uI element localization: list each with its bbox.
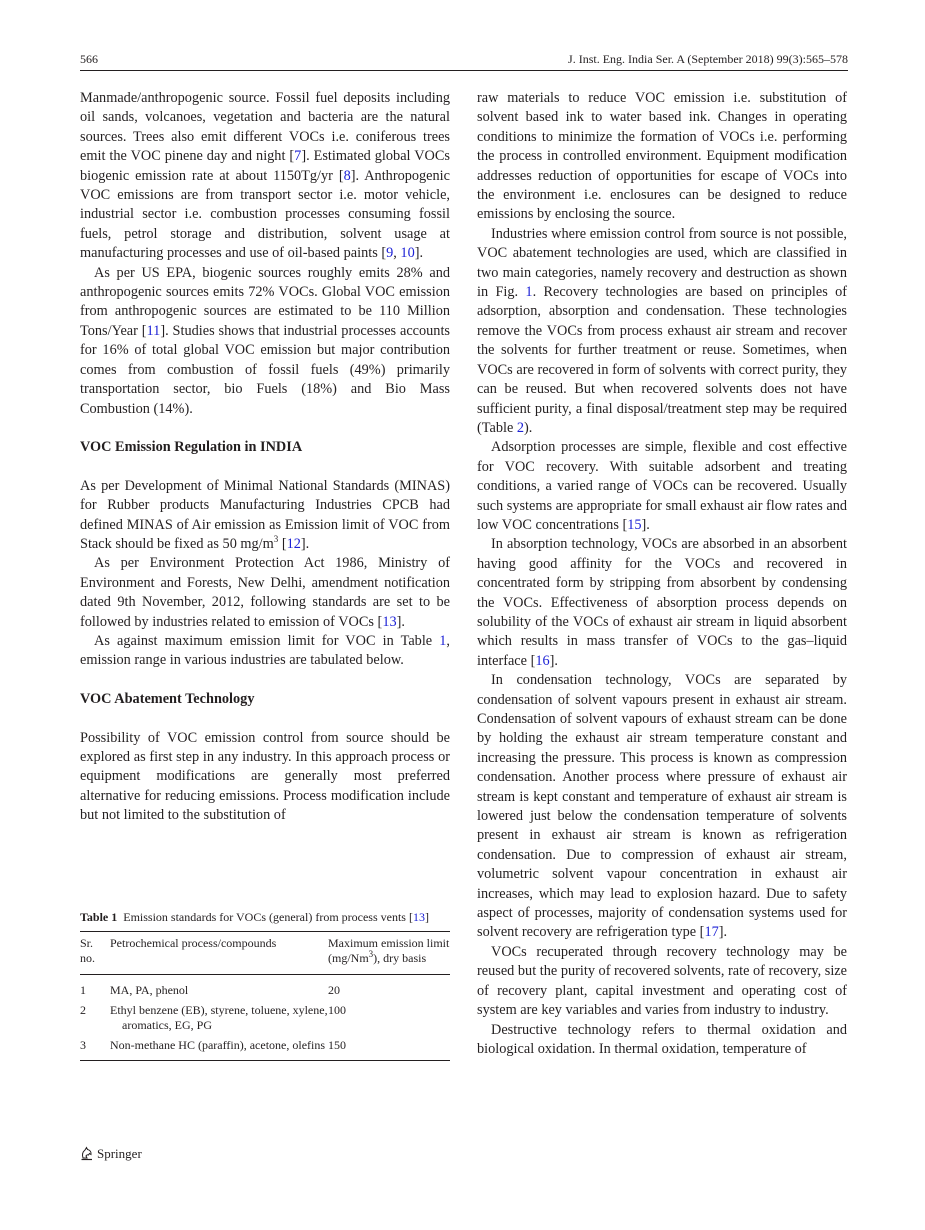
section-heading: VOC Abatement Technology <box>80 690 255 707</box>
paragraph: In condensation technology, VOCs are separated by condensation of solvent vapours present in exhaust air stream. Condensation of solvent vapours of exhaust stream can be done by holding the exhaust air stream temperature constant and increasing the pressure. This process is known as compression condensation. Another process where pressure of exhaust air stream is kept constant and temperature of exhaust air stream is lowered just below the condensation temperature of solvents present in exhaust air stream is known as refrigeration condensation. Due to compression of exhaust air stream, volumetric solvent vapour concentration in exhaust air increases, which may lead to explosion hazard. Due to safety aspect of processes, majority of condensation systems used for solvent recovery are refrigeration type [17]. <box>477 672 847 941</box>
paragraph: Adsorption processes are simple, flexible and cost effective for VOC recovery. With suitable adsorbent and treating conditions, a varied range of VOCs can be recovered. Usually such systems are appropriate for small exhaust air flow rates and low VOC concentrations [15]. <box>477 439 848 533</box>
paragraph: raw materials to reduce VOC emission i.e. substitution of solvent based ink to water based ink. Changes in operating conditions to minimize the formation of VOCs i.e. performing the process in controlled environment. Equipment modification addresses reduction of opportunities for escape of VOCs into the environment i.e. enclosures can be designed to reduce emissions by enclosing the source. <box>477 90 847 223</box>
header-process: Petrochemical process/compounds <box>110 936 277 950</box>
publisher-name: Springer <box>97 1146 142 1161</box>
emission-standards-table <box>80 931 450 1061</box>
journal-citation: J. Inst. Eng. India Ser. A (September 2018) 99(3):565–578 <box>568 52 848 66</box>
table-header-row <box>80 932 450 975</box>
section-heading: VOC Emission Regulation in INDIA <box>80 438 303 455</box>
paragraph: As per US EPA, biogenic sources roughly emits 28% and anthropogenic sources emits 72% VOCs. Global VOC emission from anthropogenic sources are estimated to be 110 Million Tons/Year [11]. Studies shows that industrial processes accounts for 16% of total global VOC emission but major contribution comes from combustion of fossil fuels (49%) primarily transportation sector, bio Fuels (18%) and Bio Mass Combustion (14%). <box>80 264 450 417</box>
citation-link[interactable]: 13 <box>412 910 425 924</box>
citation-link[interactable]: 10 <box>400 245 415 262</box>
header-sr-no: Sr. no. <box>80 936 95 966</box>
cell-limit: 100 <box>328 1002 346 1017</box>
citation-link[interactable]: 11 <box>146 322 161 339</box>
left-column <box>80 89 450 826</box>
paragraph: As against maximum emission limit for VOC in Table 1, emission range in various industries are tabulated below. <box>80 632 450 669</box>
paragraph: Industries where emission control from source is not possible, VOC abatement technologies are used, which are classified in two main categories, namely recovery and destruction as shown in Fig. 1. Recovery technologies are based on principles of adsorption, absorption and condensation. These technologies remove the VOCs from process exhaust air stream and recover the solvents for further treatment or reuse. Sometimes, when VOCs are recovered in form of solvents with correct purity, they can be reused. But when recovered solvents does not have sufficient purity, a final disposal/treatment step may be required (Table 2). <box>477 225 847 436</box>
citation-link[interactable]: 8 <box>343 167 351 184</box>
table-row <box>80 1035 450 1060</box>
citation-link[interactable]: 15 <box>627 516 642 533</box>
cell-process: Non-methane HC (paraffin), acetone, olefins <box>110 1038 326 1053</box>
table-row <box>80 1000 450 1036</box>
cell-limit: 150 <box>328 1038 346 1053</box>
table-1 <box>80 909 450 1061</box>
cell-process: Ethyl benzene (EB), styrene, toluene, xylene, aromatics, EG, PG <box>110 1002 328 1033</box>
table-link[interactable]: 1 <box>439 632 447 649</box>
cell-process: MA, PA, phenol <box>110 982 189 997</box>
header-rule <box>80 70 848 71</box>
header-limit: Maximum emission limit (mg/Nm$^3$), dry basis <box>328 936 450 966</box>
table-link[interactable]: 2 <box>516 419 525 436</box>
paragraph: In absorption technology, VOCs are absorbed in an absorbent having good affinity for the VOCs and recovered in concentrated form by stripping from absorbent by condensing the VOCs. Effectiveness of absorption process depends on solubility of the VOCs of exhaust air stream in liquid absorbent which results in mass transfer of VOCs to the gas–liquid interface [16]. <box>477 536 847 669</box>
citation-link[interactable]: 12 <box>286 535 301 552</box>
paragraph: Possibility of VOC emission control from source should be explored as first step in any industry. In this approach process or equipment modifications are generally most preferred alternative for reducing emissions. Process modification include but not limited to the substitution of <box>80 729 450 824</box>
citation-link[interactable]: 7 <box>294 148 302 165</box>
paragraph: VOCs recuperated through recovery technology may be reused but the purity of recovered solvents, rate of recovery, size of recovery plant, capital investment and operating cost of system are key variables and varies from industry to industry. <box>477 943 847 1019</box>
cell-sr-no: 1 <box>80 982 86 997</box>
paragraph: Destructive technology refers to thermal oxidation and biological oxidation. In thermal oxidation, temperature of <box>477 1021 847 1057</box>
figure-link[interactable]: 1 <box>525 284 533 301</box>
right-column <box>477 89 847 1059</box>
paragraph: As per Environment Protection Act 1986, Ministry of Environment and Forests, New Delhi, amendment notification dated 9th November, 2012, following standards are set to be followed by industries related to emission of VOCs [13]. <box>80 555 450 630</box>
citation-link[interactable]: 13 <box>382 613 397 630</box>
publisher-footer <box>80 1146 142 1162</box>
cell-sr-no: 2 <box>80 1002 86 1017</box>
springer-horse-icon <box>80 1146 94 1162</box>
citation-link[interactable]: 9 <box>386 245 394 262</box>
paragraph: As per Development of Minimal National Standards (MINAS) for Rubber products Manufacturing Industries CPCB had defined MINAS of Air emission as Emission limit of VOC from Stack should be fixed as 50 $mg/m^3$ [12]. <box>80 477 450 552</box>
citation-link[interactable]: 16 <box>535 652 550 669</box>
table-row <box>80 974 450 1000</box>
paragraph: Manmade/anthropogenic source. Fossil fuel deposits including oil sands, volcanoes, vegetation and bacteria are the natural sources. Trees also emit different VOCs i.e. coniferous trees emit the VOC pinene day and night [7]. Estimated global VOCs biogenic emission rate at about 1150Tg/yr [8]. Anthropogenic VOC emissions are from transport sector i.e. motor vehicle, industrial sector i.e. combustion processes consuming fossil fuels, petrol storage and distribution, solvent usage at manufacturing processes and use of oil-based paints [9, 10]. <box>80 90 450 262</box>
citation-link[interactable]: 17 <box>704 924 719 941</box>
cell-sr-no: 3 <box>80 1038 86 1053</box>
cell-limit: 20 <box>328 982 340 997</box>
table-caption: Table 1 Emission standards for VOCs (general) from process vents [13] <box>80 910 429 924</box>
page-number: 566 <box>80 52 98 66</box>
running-header <box>80 51 848 69</box>
